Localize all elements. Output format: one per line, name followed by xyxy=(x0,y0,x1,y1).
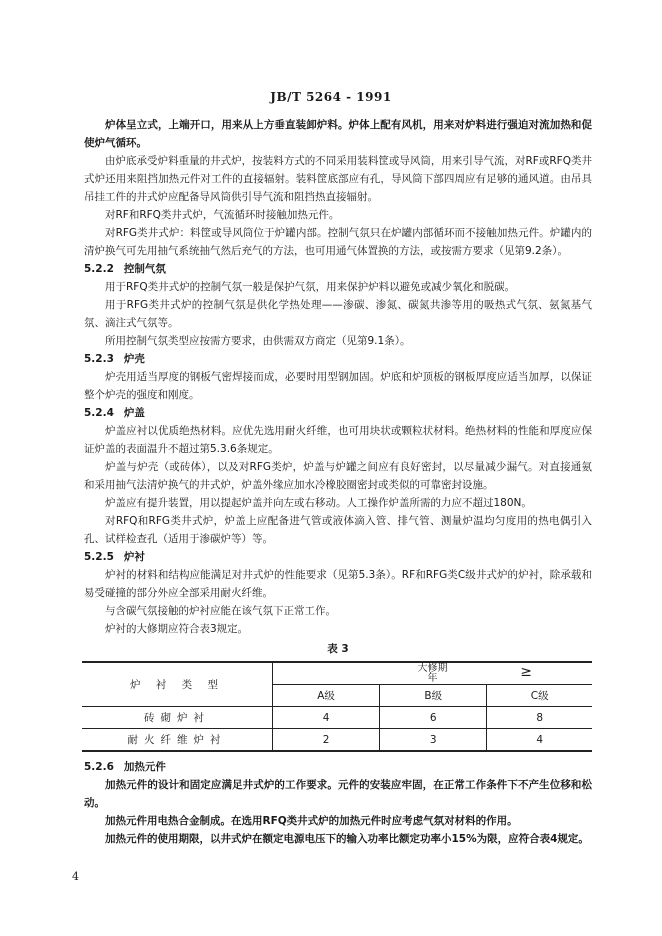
table-header-lining-type: 炉 衬 类 型 xyxy=(82,662,273,707)
table-row xyxy=(82,729,592,752)
paragraph: 用于RFG类井式炉的控制气氛是供化学热处理——渗碳、渗氮、碳氮共渗等用的吸热式气氛、氨氮基气氛、滴注式气氛等。 xyxy=(84,299,592,329)
greater-equal-symbol: ≥ xyxy=(520,663,532,680)
paragraph: 对RFQ和RFG类井式炉，炉盖上应配备进气管或液体滴入管、排气管、测量炉温均匀度用的热电偶引入孔、试样检查孔（适用于渗碳炉等）等。 xyxy=(84,515,592,545)
table-header-overhaul-period: 大修期 年 ≥ xyxy=(273,662,593,685)
table-cell-type: 耐火纤维炉衬 xyxy=(82,729,273,752)
paragraph: 炉衬的大修期应符合表3规定。 xyxy=(105,623,249,635)
table-cell-type: 砖砌炉衬 xyxy=(82,707,273,729)
table-row xyxy=(82,707,592,729)
paragraph: 所用控制气氛类型应按需方要求，由供需双方商定（见第9.1条）。 xyxy=(105,335,411,347)
table-cell: 8 xyxy=(487,707,592,729)
document-body xyxy=(84,116,592,848)
paragraph: 对RF和RFQ类井式炉，气流循环时接触加热元件。 xyxy=(105,209,340,221)
paragraph: 炉盖应衬以优质绝热材料。应优先选用耐火纤维，也可用块状或颗粒状材料。绝热材料的性能和厚度应保证炉盖的表面温升不超过第5.3.6条规定。 xyxy=(84,425,592,455)
paragraph: 加热元件的使用期限，以井式炉在额定电源电压下的输入功率比额定功率小15%为限，应符合表4规定。 xyxy=(105,833,589,845)
standard-number-header: JB/T 5264 - 1991 xyxy=(270,90,392,104)
page-number: 4 xyxy=(72,870,79,883)
section-heading-5-2-6: 5.2.6 加热元件 xyxy=(84,761,166,773)
table-header-grade: C级 xyxy=(487,685,592,707)
paragraph: 用于RFQ类井式炉的控制气氛一般是保护气氛，用来保护炉料以避免或减少氧化和脱碳。 xyxy=(105,281,516,293)
paragraph: 与含碳气氛接触的炉衬应能在该气氛下正常工作。 xyxy=(105,605,336,617)
paragraph: 加热元件用电热合金制成。在选用RFQ类井式炉的加热元件时应考虑气氛对材料的作用。 xyxy=(105,815,518,827)
section-heading-5-2-3: 5.2.3 炉壳 xyxy=(84,353,145,365)
table-cell: 3 xyxy=(380,729,487,752)
table-cell: 6 xyxy=(380,707,487,729)
table-header-grade: A级 xyxy=(273,685,380,707)
paragraph: 炉壳用适当厚度的钢板气密焊接而成，必要时用型钢加固。炉底和炉顶板的钢板厚度应适当加厚，以保证整个炉壳的强度和刚度。 xyxy=(84,371,592,401)
paragraph: 炉盖与炉壳（或砖体），以及对RFG类炉，炉盖与炉罐之间应有良好密封，以尽量减少漏气。对直接通氨和采用抽气法清炉换气的井式炉，炉盖外缘应加水冷橡胶圈密封或类似的可靠密封设施。 xyxy=(84,461,592,491)
paragraph: 加热元件的设计和固定应满足井式炉的工作要求。元件的安装应牢固，在正常工作条件下不产生位移和松动。 xyxy=(84,779,592,809)
paragraph: 炉衬的材料和结构应能满足对井式炉的性能要求（见第5.3条）。RF和RFG类C级井式炉的炉衬，除承载和易受碰撞的部分外应全部采用耐火纤维。 xyxy=(84,569,592,599)
table-cell: 2 xyxy=(273,729,380,752)
table-caption: 表 3 xyxy=(327,643,349,655)
section-heading-5-2-4: 5.2.4 炉盖 xyxy=(84,407,145,419)
paragraph: 对RFG类井式炉：料筐或导风筒位于炉罐内部。控制气氛只在炉罐内部循环而不接触加热元件。炉罐内的清炉换气可先用抽气系统抽气然后充气的方法，也可用通气体置换的方法，或按需方要求（见第9.2条）。 xyxy=(84,227,592,257)
paragraph: 炉体呈立式，上端开口，用来从上方垂直装卸炉料。炉体上配有风机，用来对炉料进行强迫对流加热和促使炉气循环。 xyxy=(84,119,592,149)
section-heading-5-2-5: 5.2.5 炉衬 xyxy=(84,551,145,563)
table-cell: 4 xyxy=(487,729,592,752)
paragraph: 炉盖应有提升装置，用以提起炉盖并向左或右移动。人工操作炉盖所需的力应不超过180N。 xyxy=(105,497,532,509)
section-heading-5-2-2: 5.2.2 控制气氛 xyxy=(84,263,166,275)
table-cell: 4 xyxy=(273,707,380,729)
lining-overhaul-table xyxy=(82,661,592,752)
table-header-grade: B级 xyxy=(380,685,487,707)
paragraph: 由炉底承受炉料重量的井式炉，按装料方式的不同采用装料筐或导风筒，用来引导气流，对RF或RFQ类井式炉还用来阻挡加热元件对工件的直接辐射。装料筐底部应有孔，导风筒下部四周应有足够的通风道。由吊具吊挂工件的井式炉应配备导风筒供引导气流和阻挡热直接辐射。 xyxy=(84,155,592,203)
